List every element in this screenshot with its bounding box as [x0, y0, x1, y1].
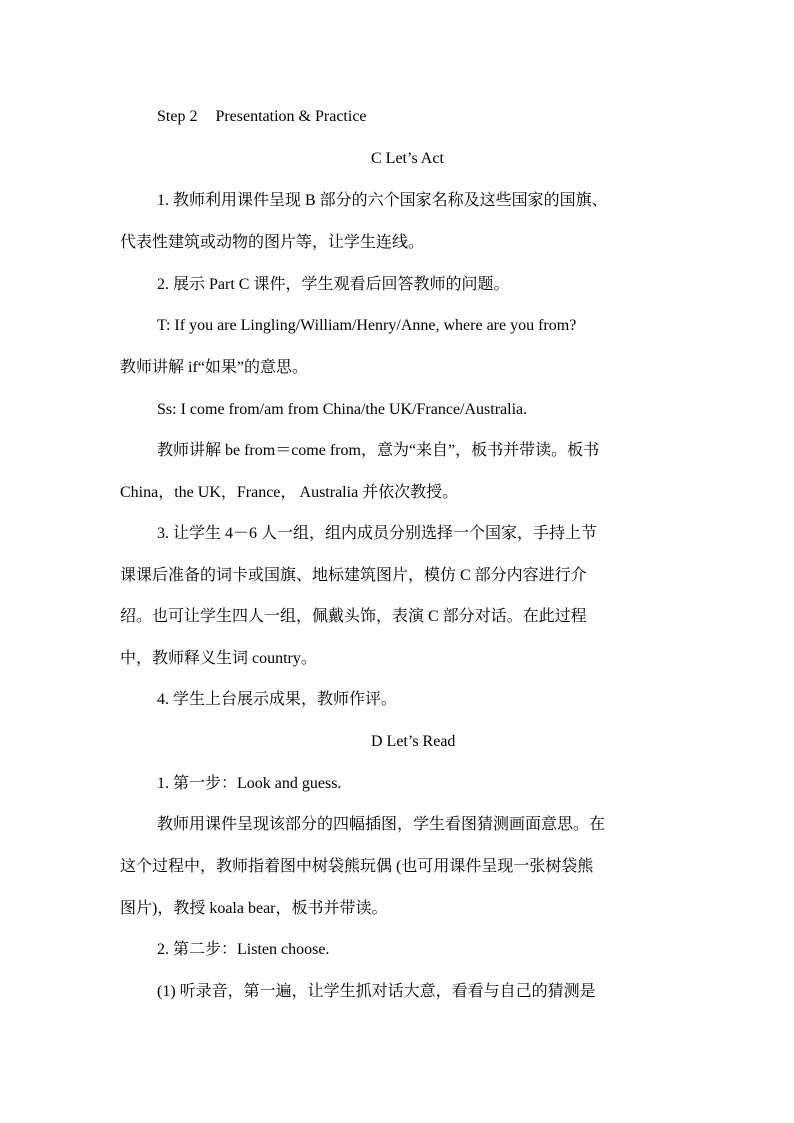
teacher-note: 教师讲解 if“如果”的意思。	[120, 359, 308, 376]
paragraph-c2: 2. 展示 Part C 课件，学生观看后回答教师的问题。	[157, 276, 510, 293]
paragraph-d1-line2: 这个过程中，教师指着图中树袋熊玩偶 (也可用课件呈现一张树袋熊	[120, 858, 594, 875]
teacher-question: T: If you are Lingling/William/Henry/Anne, where are you from?	[157, 317, 577, 334]
step-label: Step 2	[157, 108, 198, 125]
explain-line1: 教师讲解 be from＝come from，意为“来自”，板书并带读。板书	[157, 442, 600, 459]
paragraph-c3-line2: 课课后准备的词卡或国旗、地标建筑图片，模仿 C 部分内容进行介	[120, 567, 587, 584]
section-d-title: D Let’s Read	[371, 733, 456, 750]
paragraph-d2-item1: (1) 听录音，第一遍，让学生抓对话大意，看看与自己的猜测是	[157, 983, 596, 1000]
paragraph-c1-line2: 代表性建筑或动物的图片等，让学生连线。	[120, 234, 425, 251]
paragraph-c3-line1: 3. 让学生 4－6 人一组，组内成员分别选择一个国家，手持上节	[157, 525, 598, 542]
paragraph-c4: 4. 学生上台展示成果，教师作评。	[157, 691, 398, 708]
paragraph-d1-line3: 图片)，教授 koala bear，板书并带读。	[120, 900, 388, 917]
paragraph-c3-line3: 绍。也可让学生四人一组，佩戴头饰，表演 C 部分对话。在此过程	[120, 608, 587, 625]
paragraph-c1-line1: 1. 教师利用课件呈现 B 部分的六个国家名称及这些国家的国旗、	[157, 192, 608, 209]
step-heading	[157, 107, 367, 127]
paragraph-d1-line1: 教师用课件呈现该部分的四幅插图，学生看图猜测画面意思。在	[157, 816, 606, 833]
paragraph-d1: 1. 第一步：Look and guess.	[157, 775, 342, 792]
step-title: Presentation & Practice	[215, 108, 367, 125]
explain-line2: China，the UK，France， Australia 并依次教授。	[120, 484, 459, 501]
paragraph-d2: 2. 第二步：Listen choose.	[157, 941, 330, 958]
student-answer: Ss: I come from/am from China/the UK/France/Australia.	[157, 401, 528, 418]
paragraph-c3-line4: 中，教师释义生词 country。	[120, 650, 317, 667]
section-c-title: C Let’s Act	[371, 150, 444, 167]
